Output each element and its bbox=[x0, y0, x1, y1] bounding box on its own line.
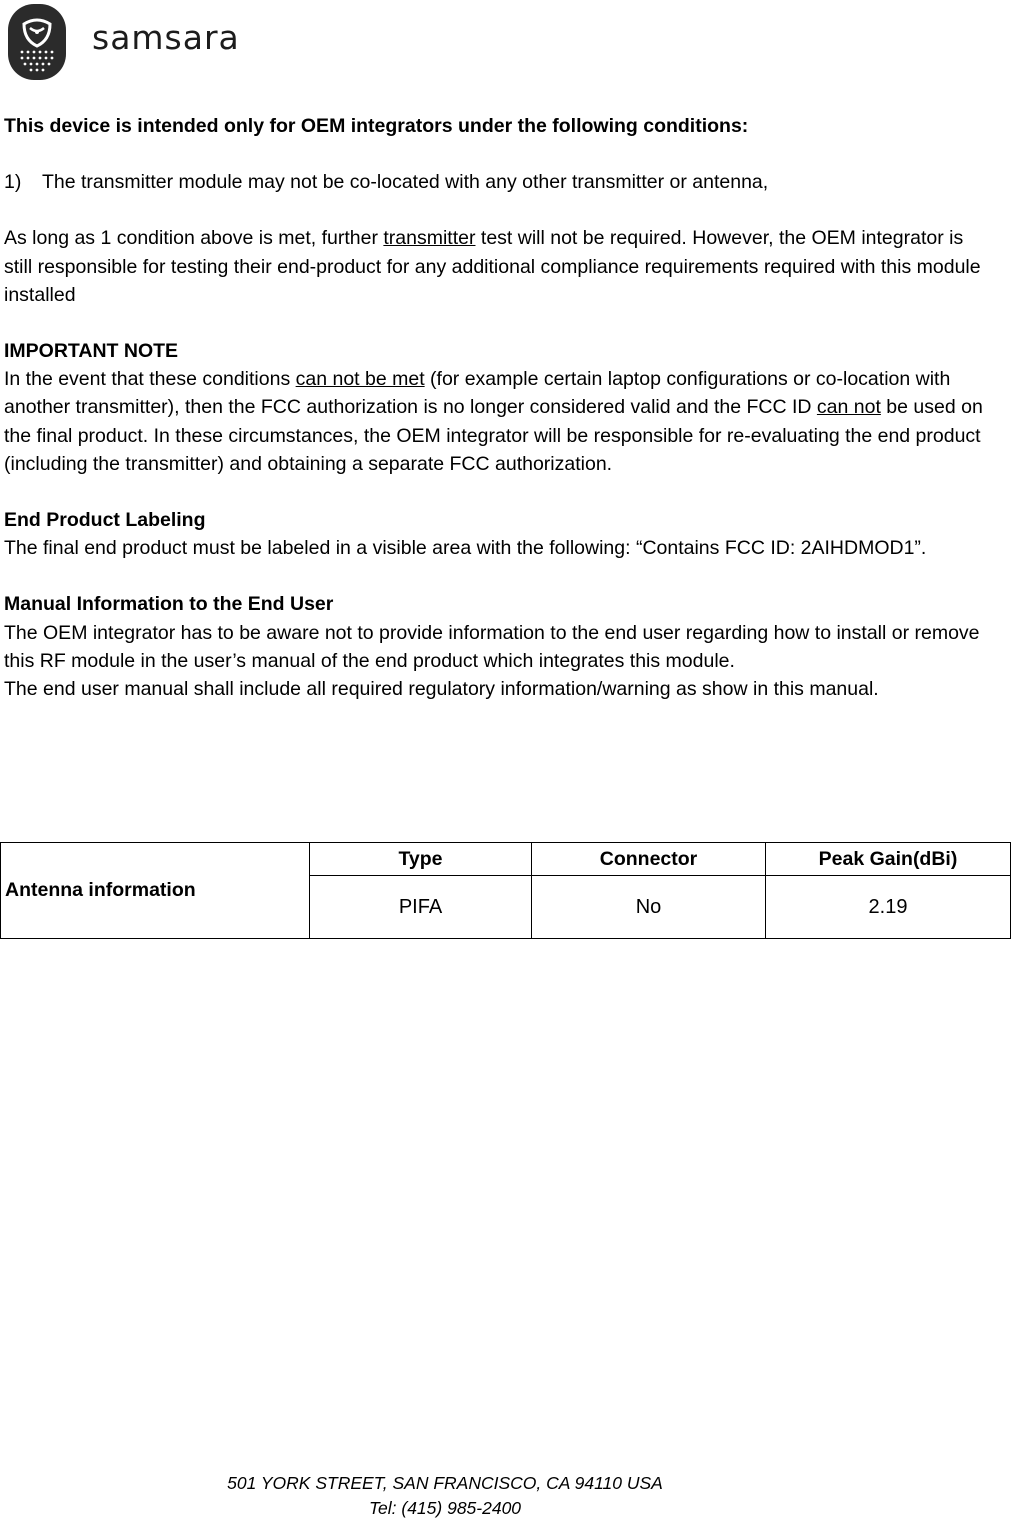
samsara-logo bbox=[6, 2, 246, 82]
labeling-heading: End Product Labeling bbox=[4, 509, 206, 532]
text-run: In the event that these conditions bbox=[4, 368, 296, 391]
antenna-info-label: Antenna information bbox=[1, 843, 310, 939]
underlined-text: transmitter bbox=[383, 227, 476, 250]
important-note-text bbox=[4, 365, 994, 478]
cell-peak-gain: 2.19 bbox=[766, 876, 1011, 939]
brand-name: samsara bbox=[92, 18, 240, 57]
text-run: be used on the final product. In these circumstances, the OEM integrator will be responsible for re-evaluating the end product (including the transmitter) and obtaining a separate FCC authorization. bbox=[4, 396, 983, 475]
labeling-text: The final end product must be labeled in a visible area with the following: “Contains FCC ID: 2AIHDMOD1”. bbox=[4, 537, 927, 560]
manual-text-2: The end user manual shall include all required regulatory information/warning as show in this manual. bbox=[4, 678, 879, 701]
important-note-heading: IMPORTANT NOTE bbox=[4, 340, 179, 363]
condition-number: 1) bbox=[4, 171, 22, 194]
text-run: As long as 1 condition above is met, further bbox=[4, 227, 384, 250]
header-peak-gain: Peak Gain(dBi) bbox=[766, 843, 1011, 876]
header-type: Type bbox=[310, 843, 532, 876]
table-header-row bbox=[1, 843, 1011, 876]
underlined-text: can not be met bbox=[295, 368, 425, 391]
owl-logo-icon bbox=[6, 2, 70, 82]
text-run: (for example certain laptop configurations or co-location with another transmitter), then the FCC authorization is no longer considered valid and the FCC ID bbox=[4, 368, 951, 419]
compliance-paragraph bbox=[4, 224, 994, 309]
footer-address: 501 YORK STREET, SAN FRANCISCO, CA 94110 USA bbox=[227, 1473, 663, 1493]
footer bbox=[0, 1471, 890, 1521]
condition-text: The transmitter module may not be co-located with any other transmitter or antenna, bbox=[42, 171, 769, 194]
document-body bbox=[4, 112, 994, 703]
header-connector: Connector bbox=[532, 843, 766, 876]
footer-tel: Tel: (415) 985-2400 bbox=[368, 1498, 522, 1518]
cell-type: PIFA bbox=[310, 876, 532, 939]
text-run: test will not be required. However, the OEM integrator is still responsible for testing their end-product for any additional compliance requirements required with this module installed bbox=[4, 227, 981, 306]
cell-connector: No bbox=[532, 876, 766, 939]
underlined-text: can not bbox=[816, 396, 881, 419]
intro-heading: This device is intended only for OEM integrators under the following conditions: bbox=[4, 115, 749, 137]
antenna-table bbox=[0, 842, 1011, 939]
manual-heading: Manual Information to the End User bbox=[4, 593, 334, 616]
condition-item bbox=[4, 168, 994, 196]
manual-text-1: The OEM integrator has to be aware not to provide information to the end user regarding how to install or remove this RF module in the user’s manual of the end product which integrates this module. bbox=[4, 621, 980, 672]
